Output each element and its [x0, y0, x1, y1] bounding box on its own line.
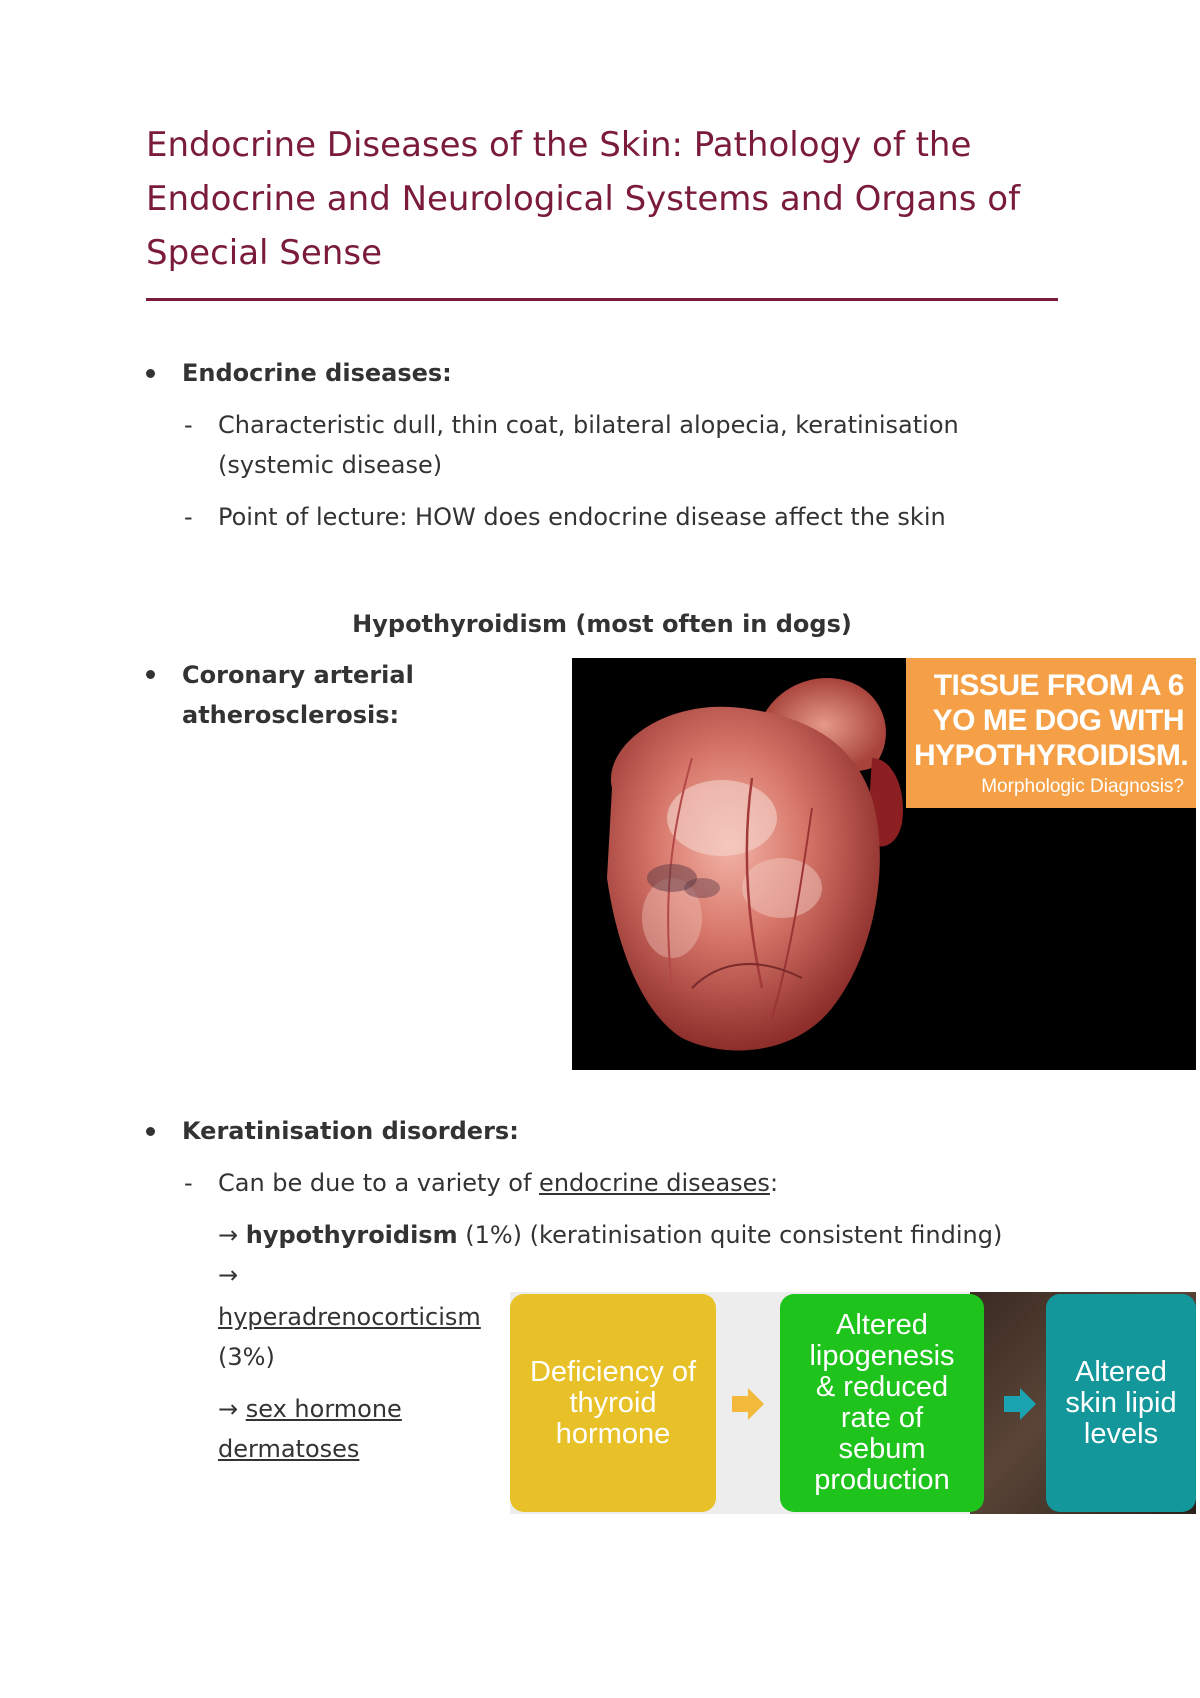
document-title [146, 118, 1046, 280]
flow-box-1-text: Deficiency of thyroid hormone [529, 1355, 696, 1450]
keratinisation-intro [218, 1164, 778, 1203]
dash-marker: - [184, 411, 193, 439]
flow-box-altered-skin-lipid [1046, 1294, 1196, 1512]
title-line-1: Endocrine Diseases of the Skin: Pathology of the [146, 125, 972, 165]
flow-box-2-text: Altered lipogenesis & reduced rate of sebum production [809, 1309, 955, 1496]
photo-caption-box [906, 658, 1196, 808]
title-line-3: Special Sense [146, 233, 382, 273]
bullet-coronary-line-2: atherosclerosis: [182, 701, 400, 729]
hypothyroidism-heading: Hypothyroidism (most often in dogs) [352, 610, 852, 638]
arrow-right-icon: → [218, 1221, 239, 1249]
flow-box-altered-lipogenesis [780, 1294, 984, 1512]
dermatoses-link[interactable]: dermatoses [218, 1435, 360, 1463]
flow-box-3-text: Altered skin lipid levels [1065, 1355, 1177, 1450]
flow-box-thyroid-deficiency [510, 1294, 716, 1512]
bullet-icon [146, 670, 155, 679]
bullet-icon [146, 1127, 155, 1136]
photo-caption-line-1: TISSUE FROM A 6 [933, 669, 1184, 702]
hypothyroidism-detail: (1%) (keratinisation quite consistent finding) [457, 1221, 1003, 1249]
title-line-2: Endocrine and Neurological Systems and Organs of [146, 179, 1021, 219]
dash-marker: - [184, 503, 193, 531]
cause-sex-hormone [218, 1390, 402, 1429]
photo-caption-line-3: HYPOTHYROIDISM. [914, 739, 1189, 772]
arrow-right-icon: → [218, 1261, 239, 1289]
list-item-point-of-lecture: Point of lecture: HOW does endocrine disease affect the skin [218, 503, 946, 531]
photo-caption-question: Morphologic Diagnosis? [981, 776, 1184, 797]
list-item-characteristic-cont: (systemic disease) [218, 451, 443, 479]
arrow-right-icon: → [218, 1395, 239, 1423]
hyperadrenocorticism-percent: (3%) [218, 1343, 275, 1371]
intro-prefix: Can be due to a variety of [218, 1169, 540, 1197]
dash-marker: - [184, 1169, 193, 1197]
photo-caption-line-2: YO ME DOG WITH [932, 704, 1184, 737]
bullet-coronary-line-1: Coronary arterial [182, 661, 414, 689]
cause-hypothyroidism [218, 1216, 1002, 1255]
section-heading-endocrine: Endocrine diseases: [182, 359, 452, 387]
sex-hormone-link[interactable]: sex hormone [245, 1395, 402, 1423]
heart-specimen-photo [572, 658, 1196, 1070]
list-item-characteristic: Characteristic dull, thin coat, bilateral alopecia, keratinisation [218, 411, 959, 439]
section-heading-keratinisation: Keratinisation disorders: [182, 1117, 519, 1145]
bullet-icon [146, 369, 155, 378]
title-divider [146, 298, 1058, 301]
arrow-right-icon [730, 1386, 766, 1422]
arrow-right-icon [1002, 1386, 1038, 1422]
hyperadrenocorticism-link[interactable]: hyperadrenocorticism [218, 1303, 481, 1331]
pathogenesis-flow-diagram [510, 1292, 1196, 1514]
intro-suffix: : [769, 1169, 779, 1197]
endocrine-diseases-link[interactable]: endocrine diseases [539, 1169, 770, 1197]
hypothyroidism-term: hypothyroidism [245, 1221, 458, 1249]
